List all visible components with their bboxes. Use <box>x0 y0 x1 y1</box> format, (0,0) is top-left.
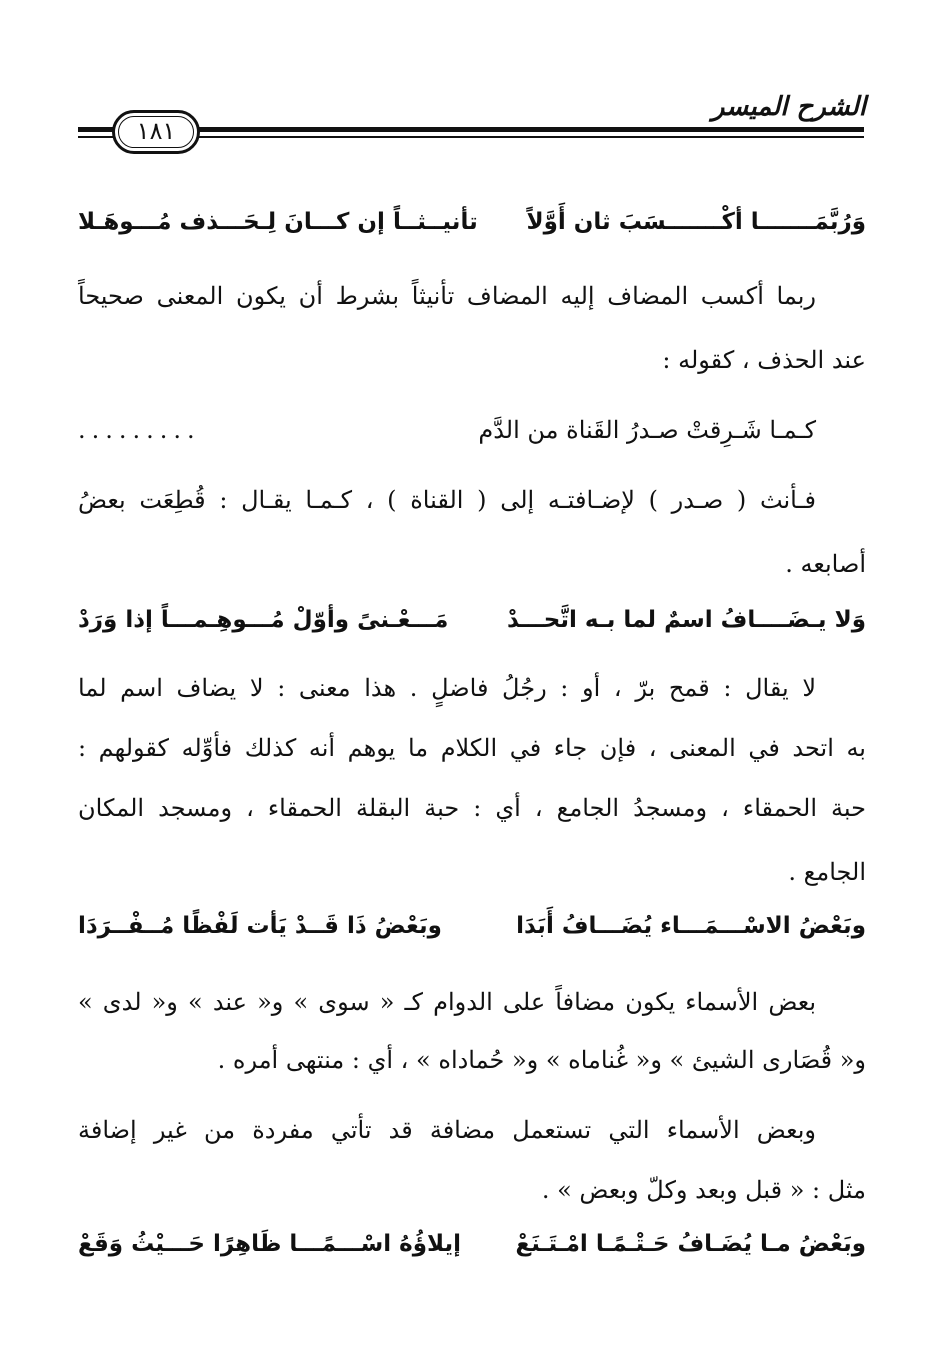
prose-3-line-4: الجامع . <box>788 858 866 886</box>
prose-1-line-1: ربما أكسب المضاف إليه المضاف تأنيثاً بشرط أن يكون المعنى صحيحاً <box>78 282 816 310</box>
prose-2-line-2: أصابعه . <box>785 550 866 578</box>
prose-5-line-2: مثل : « قبل وبعد وكلّ وبعض » . <box>541 1176 866 1204</box>
running-header-title: الشرح الميسر <box>711 92 866 122</box>
prose-4-line-2: و« قُصَارى الشيئ » و« غُناماه » و« حُماداه » ، أي : منتهى أمره . <box>217 1046 866 1074</box>
prose-1-line-2: عند الحذف ، كقوله : <box>662 346 866 374</box>
prose-3-line-1: لا يقال : قمح برّ ، أو : رجُلُ فاضلٍ . هذا معنى : لا يضاف اسم لما <box>78 674 817 702</box>
verse-line-2 <box>78 600 866 640</box>
verse-1-first-hemistich: وَرُبَّمَـــــــا أكْـــــــسَبَ ثان أَوَّلاً <box>526 209 866 235</box>
page-number-badge <box>112 110 200 154</box>
page-number: ١٨١ <box>136 117 176 145</box>
verse-2-first-hemistich: وَلا يـضَــــافُ اسمٌ لما بـه اتَّحـــدْ <box>506 607 866 633</box>
verse-line-3 <box>78 906 866 946</box>
verse-1-second-hemistich: تأنيــثــاً إن كـــانَ لِـحَـــذف مُـــوهَـلا <box>78 209 478 235</box>
prose-5-line-1: وبعض الأسماء التي تستعمل مضافة قد تأتي مفردة من غير إضافة <box>78 1116 816 1144</box>
quote-ellipsis: ......... <box>78 416 201 444</box>
quote-text: كـمـا شَـرِقتْ صـدرُ القَناة من الدَّم <box>478 416 816 444</box>
verse-4-first-hemistich: وبَعْضُ مـا يُضَـافُ حَـتْـمًـا امْـتَـنَعْ <box>515 1231 866 1257</box>
verse-line-1 <box>78 202 866 242</box>
prose-3-line-2: به اتحد في المعنى ، فإن جاء في الكلام ما يوهم أنه كذلك فأوِّله كقولهم : <box>78 734 866 762</box>
quoted-hemistich <box>78 410 866 450</box>
verse-3-first-hemistich: وبَعْضُ الاسْـــمَـــاء يُضَـــافُ أَبَدَا <box>516 913 866 939</box>
prose-2-line-1: فـأنث ( صـدر ) لإضـافتـه إلى ( القناة ) ، كـمـا يقـال : قُطِعَت بعضُ <box>78 486 816 514</box>
prose-4-line-1: بعض الأسماء يكون مضافاً على الدوام كـ « سوى » و« عند » و« لدى » <box>78 988 816 1016</box>
verse-3-second-hemistich: وبَعْضُ ذَا قَــدْ يَأت لَفْظًا مُــفْــرَدَا <box>78 913 442 939</box>
verse-2-second-hemistich: مَـــعْـنىً وأوّلْ مُـــوهِـمـــاً إذا وَرَدْ <box>78 607 449 633</box>
prose-3-line-3: حبة الحمقاء ، ومسجدُ الجامع ، أي : حبة البقلة الحمقاء ، ومسجد المكان <box>78 794 866 822</box>
verse-line-4 <box>78 1224 866 1264</box>
verse-4-second-hemistich: إيلاؤُهُ اسْـــمًـــا ظَاهِرًا حَـــيْثُ وَقَعْ <box>78 1231 462 1257</box>
